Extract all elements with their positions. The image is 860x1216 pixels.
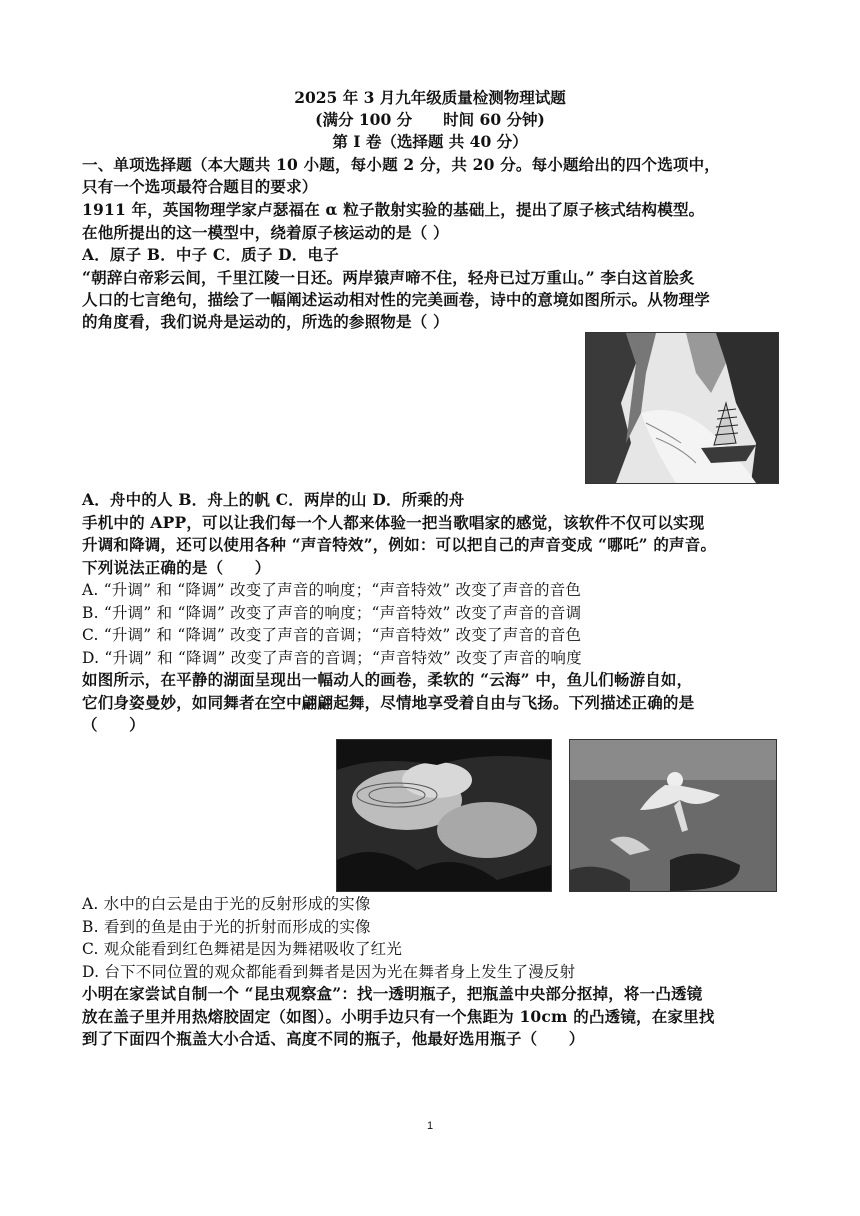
q2-options: A．舟中的人 B．舟上的帆 C．两岸的山 D．所乘的舟	[82, 490, 465, 509]
lake-clouds-photo	[336, 739, 552, 892]
section-heading-line-1: 一、单项选择题（本大题共 10 小题，每小题 2 分，共 20 分。每小题给出的四个选项中，	[82, 155, 721, 174]
exam-title: 2025 年 3 月九年级质量检测物理试题	[294, 88, 566, 107]
q3-option-c: C. “升调” 和 “降调” 改变了声音的音调；“声音特效” 改变了声音的音色	[82, 626, 582, 644]
q4-line-1: 如图所示，在平静的湖面呈现出一幅动人的画卷，柔软的 “云海” 中，鱼儿们畅游自如，	[82, 670, 693, 689]
q4-option-b: B. 看到的鱼是由于光的折射而形成的实像	[82, 918, 371, 936]
q4-line-2: 它们身姿曼妙，如同舞者在空中翩翩起舞，尽情地享受着自由与飞扬。下列描述正确的是	[82, 693, 695, 712]
q3-line-1: 手机中的 APP，可以让我们每一个人都来体验一把当歌唱家的感觉，该软件不仅可以实现	[82, 513, 705, 532]
page-number: 1	[426, 1120, 434, 1132]
q3-line-3: 下列说法正确的是（ ）	[82, 558, 271, 577]
q3-option-d: D. “升调” 和 “降调” 改变了声音的音调；“声音特效” 改变了声音的响度	[82, 649, 582, 667]
q3-option-a: A. “升调” 和 “降调” 改变了声音的响度；“声音特效” 改变了声音的音色	[82, 581, 582, 599]
q4-option-d: D. 台下不同位置的观众都能看到舞者是因为光在舞者身上发生了漫反射	[82, 963, 576, 981]
q4-option-c: C. 观众能看到红色舞裙是因为舞裙吸收了红光	[82, 940, 403, 958]
exam-meta: (满分 100 分 时间 60 分钟)	[315, 110, 545, 129]
q5-line-3: 到了下面四个瓶盖大小合适、高度不同的瓶子，他最好选用瓶子（ ）	[82, 1029, 585, 1048]
boat-canyon-illustration	[585, 332, 779, 484]
q5-line-1: 小明在家尝试自制一个 “昆虫观察盒”：找一透明瓶子，把瓶盖中央部分抠掉，将一凸透镜	[82, 984, 703, 1003]
dancer-stage-photo	[569, 739, 777, 892]
q4-option-a: A. 水中的白云是由于光的反射形成的实像	[82, 895, 371, 913]
q3-option-b: B. “升调” 和 “降调” 改变了声音的响度；“声音特效” 改变了声音的音调	[82, 604, 582, 622]
q2-line-1: “朝辞白帝彩云间，千里江陵一日还。两岸猿声啼不住，轻舟已过万重山。” 李白这首脍炙	[82, 268, 695, 287]
q4-line-3: （ ）	[82, 715, 145, 734]
q1-options: A．原子 B．中子 C．质子 D．电子	[82, 245, 339, 264]
q1-line-1: 1911 年，英国物理学家卢瑟福在 α 粒子散射实验的基础上，提出了原子核式结构模型。	[82, 200, 705, 219]
q1-line-2: 在他所提出的这一模型中，绕着原子核运动的是（ ）	[82, 223, 449, 242]
q5-line-2: 放在盖子里并用热熔胶固定（如图）。小明手边只有一个焦距为 10cm 的凸透镜，在家里找	[82, 1007, 715, 1026]
q2-line-2: 人口的七言绝句，描绘了一幅阐述运动相对性的完美画卷，诗中的意境如图所示。从物理学	[82, 290, 711, 309]
volume-heading: 第 Ⅰ 卷（选择题 共 40 分）	[332, 132, 528, 151]
q3-line-2: 升调和降调，还可以使用各种 “声音特效”，例如：可以把自己的声音变成 “哪吒” 的声音。	[82, 535, 717, 554]
q2-line-3: 的角度看，我们说舟是运动的，所选的参照物是（ ）	[82, 312, 449, 331]
section-heading-line-2: 只有一个选项最符合题目的要求）	[82, 177, 318, 196]
